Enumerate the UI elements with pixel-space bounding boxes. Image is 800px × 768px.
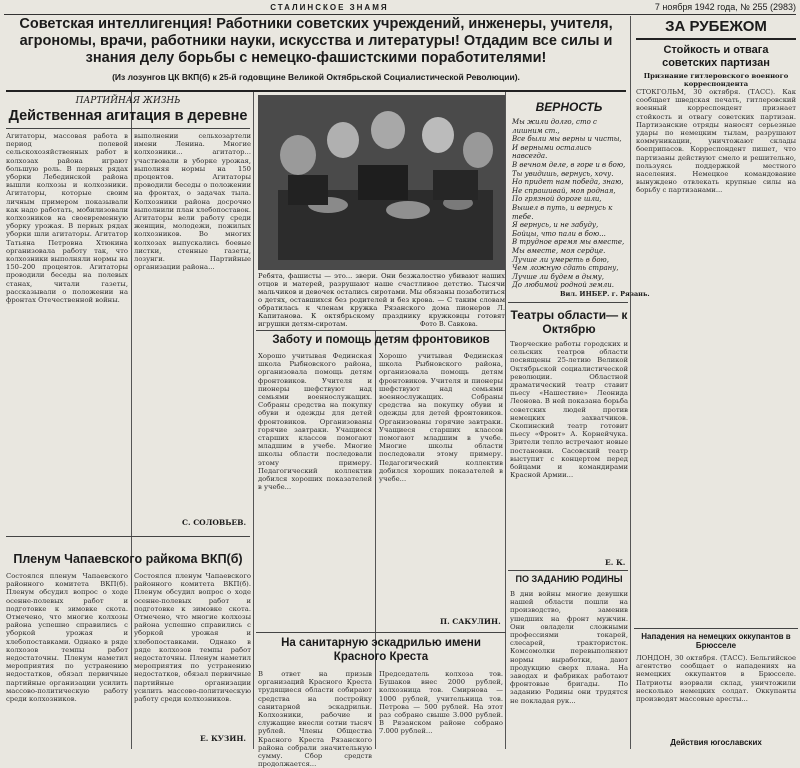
- column-rule: [630, 16, 631, 749]
- article-body: Состоялся пленум Чапаевского районного комитета ВКП(б). Пленум обсудил вопрос о ходе осенне-полевых работ и подготовке к зимовке скота. Отмечено, что многие колхозы района успешно справились с уборкой урожая и хлебопоставками. Однако в ряде колхозов темпы работ недостаточны. Пленум наметил мероприятия по устранению недостатков, обязал первичные партийные организации усилить массово-политическую работу среди колхозников.: [134, 572, 251, 704]
- photo-image: [258, 95, 505, 270]
- poem-line: До любимой родной земли.: [512, 281, 614, 290]
- article-signature: П. САКУЛИН.: [440, 617, 501, 626]
- section-rubric: ПАРТИЙНАЯ ЖИЗНЬ: [75, 96, 181, 106]
- column-rule: [131, 92, 132, 749]
- poem-line: Не спрашивай, моя родная,: [512, 186, 616, 195]
- poem-line: В трудное время мы вместе,: [512, 238, 625, 247]
- poem-line: В вечном деле, в горе и в бою,: [512, 160, 626, 169]
- article-headline: Стойкость и отвага советских партизан: [662, 44, 770, 69]
- poem-line: Лучше ли умереть в бою,: [512, 255, 609, 264]
- poem-title: ВЕРНОСТЬ: [535, 100, 603, 114]
- divider: [508, 302, 628, 303]
- article-headline: Заботу и помощь детям фронтовиков: [272, 334, 490, 346]
- article-body: выполнении сельхозартели имени Ленина. Многие колхозники... агитатор... участвовали в уборке урожая, выполняя нормы на 150 процентов. Агитаторы проводили беседы о положении на фронтах, о задачах тыла. Колхозники района досрочно выполнили план хлебопоставок. Агитаторы вели работу среди женщин, молодежи, пожилых колхозников. Во многих колхозах выпускались боевые листки, стенные газеты, лозунги. Партийные организации района...: [134, 132, 251, 272]
- poem-line: Все были мы верны и чисты,: [512, 135, 622, 144]
- article-body: Творческие работы городских и сельских театров области посвящены 25-летию Великой Октябрьской социалистической революции. Областной драматический театр ставит пьесу «Нашествие» Леонида Леонова. В ней показана борьба советских людей против немецких захватчиков. Скопинский театр готовит пьесу «Фронт» А. Корнейчука. Зрители тепло встречают новые постановки. Сасовский театр выступит с концертом перед бойцами и командирами Красной Армии...: [510, 340, 628, 480]
- masthead-date: 7 ноября 1942 года, № 255 (2983): [654, 2, 796, 12]
- divider: [6, 536, 250, 537]
- news-photo: [258, 95, 505, 270]
- poem-line: Лучше ли будем в дыму,: [512, 272, 604, 281]
- article-headline: Театры области— к Октябрю: [510, 308, 628, 336]
- poem-line: Мы вместе, моя сердце.: [512, 246, 606, 255]
- article-signature: Е. К.: [605, 558, 626, 567]
- article-headline: Действенная агитация в деревне: [8, 108, 248, 124]
- poem-line: И верными остались навсегда.: [512, 143, 592, 161]
- poem-line: Но придет нам победа, знаю,: [512, 178, 624, 187]
- poem-line: По грязной дороге шли,: [512, 195, 602, 204]
- divider: [6, 128, 250, 129]
- slogan-source: (Из лозунгов ЦК ВКП(б) к 25-й годовщине Великой Октябрьской Социалистической Революции).: [112, 72, 520, 82]
- divider: [256, 330, 506, 331]
- poem-body: [512, 118, 628, 288]
- column-rule: [375, 330, 376, 749]
- article-signature: С. СОЛОВЬЕВ.: [182, 518, 247, 527]
- poem-line: Я вернусь, и не забуду,: [512, 221, 599, 230]
- article-body: В ответ на призыв организаций Красного Креста трудящиеся области собирают средства на постройку санитарной эскадрильи. Колхозники, рабочие и служащие внесли сотни тысяч рублей. Члены Общества Красного Креста Рязанского района собрали значительную сумму. Сбор средств продолжается...: [258, 670, 372, 768]
- article-body: Состоялся пленум Чапаевского районного комитета ВКП(б). Пленум обсудил вопрос о ходе осенне-полевых работ и подготовке к зимовке скота. Отмечено, что многие колхозы района успешно справились с уборкой урожая и хлебопоставками. Однако в ряде колхозов темпы работ недостаточны. Пленум наметил мероприятия по устранению недостатков, обязал первичные партийные организации усилить массово-политическую работу среди колхозников.: [6, 572, 128, 704]
- article-body: Агитаторы, массовая работа в период полевой сельскохозяйственных работ в колхозах района играют большую роль. В первых рядах уборки Лебединской района вышли колхозы и колхозники. Агитаторы, которые своим личным примером показывали как надо работать, мобилизовали колхозников на своевременную уборку урожая. В первых рядах уборки шли агитаторы. Агитатор Татьяна Петровна Хтюкина организовала работу так, что колхозники выполняли нормы на 150–200 процентов. Агитаторы проводили беседы на полевых станах, читали газеты, рассказывали о положении на фронтах Отечественной войны.: [6, 132, 128, 305]
- article-body: Председатель колхоза тов. Бушаков внес 2000 рублей, колхозница тов. Смирнова — 1000 рублей, учительница тов. Петрова — 500 рублей. На этот раз собрано свыше 3.000 рублей. В Рязанском районе собрано 7.000 рублей...: [379, 670, 503, 736]
- slogan-text: Советская интеллигенция! Работники советских учреждений, инженеры, учителя, агрономы, врачи, работники науки, искусства и литературы! Отдадим все силы и знания делу борьбы с немецко-фашистскими поработителями!: [19, 16, 613, 66]
- poem-line: Мы жили долго, сто с лишним ст.,: [512, 118, 597, 135]
- article-body: В дни войны многие девушки нашей области пошли на производство, заменив ушедших на фронт мужчин. Они овладели сложными профессиями токарей, слесарей, трактористок. Комсомолки перевыполняют нормы выработки, дают продукцию сверх плана. На заводах и фабриках работают фронтовые бригады. По заданию Родины они трудятся не покладая рук...: [510, 590, 628, 705]
- article-body: Хорошо учитывая Фединская школа Рыбновского района, организовала помощь детям фронтовиков. Учителя и пионеры шефствуют над семьями военнослужащих. Собраны средства на покупку обуви и одежды для детей фронтовиков. Организованы горячие завтраки. Учащиеся старших классов помогают младшим в учебе. Многие школы области последовали этому примеру. Педагогический коллектив добился хороших показателей в учебе...: [379, 352, 503, 484]
- article-body: ЛОНДОН, 30 октября. (ТАСС). Бельгийское агентство сообщает о нападениях на немецких оккупантов в Брюсселе. Патриоты взорвали склад, уничтожили несколько немецких солдат. Оккупанты производят массовые аресты...: [636, 654, 796, 704]
- masthead: [4, 0, 796, 15]
- photo-credit: Фото В. Савкова.: [420, 320, 478, 328]
- article-signature: Е. КУЗИН.: [200, 734, 247, 743]
- poem-author: Вил. ИНБЕР. г. Рязань.: [560, 290, 650, 298]
- article-body: СТОКГОЛЬМ, 30 октября. (ТАСС). Как сообщает шведская печать, гитлеровский военный корреспондент признает стойкость и отвагу советских партизан. Партизанские отряды наносят серьезные удары по немецким тылам, разрушают коммуникации, уничтожают склады боеприпасов. Корреспондент пишет, что партизаны действуют смело и решительно, пользуясь поддержкой местного населения. Немецкое командование вынуждено отвлекать крупные силы на борьбу с партизанами...: [636, 88, 796, 195]
- article-headline: ПО ЗАДАНИЮ РОДИНЫ: [515, 574, 623, 584]
- divider: [634, 628, 798, 629]
- poem-line: Бойцы, что пали в бою...: [512, 229, 606, 238]
- article-body: Хорошо учитывая Фединская школа Рыбновского района, организовала помощь детям фронтовиков. Учителя и пионеры шефствуют над семьями военнослужащих. Собраны средства на покупку обуви и одежды для детей фронтовиков. Организованы горячие завтраки. Учащиеся старших классов помогают младшим в учебе. Многие школы области последовали этому примеру. Педагогический коллектив добился хороших показателей в учебе...: [258, 352, 372, 492]
- article-headline: Пленум Чапаевского райкома ВКП(б): [13, 552, 243, 566]
- article-headline: Действия югославских: [670, 738, 762, 747]
- article-subheadline: Признание гитлеровского военного корреспондента: [643, 72, 789, 88]
- divider: [508, 570, 628, 571]
- article-headline: На санитарную эскадрилью имени Красного Креста: [281, 637, 481, 663]
- masthead-title: СТАЛИНСКОЕ ЗНАМЯ: [270, 2, 389, 12]
- abroad-section-title: ЗА РУБЕЖОМ: [636, 16, 796, 40]
- poem-line: Вышел в путь, и вернусь к тебе.: [512, 203, 613, 221]
- poem-line: Ты увидишь, вернусь, хочу.: [512, 169, 614, 178]
- column-rule: [253, 92, 254, 749]
- front-slogan: [6, 16, 626, 92]
- divider: [256, 632, 506, 633]
- poem-line: Чем ложную сдать страну,: [512, 264, 619, 273]
- article-headline: Нападения на немецких оккупантов в Брюсселе: [641, 632, 791, 650]
- photo-caption: Ребята, фашисты — это... звери. Они безжалостно убивают наших отцов и матерей, разрушают наше счастливое детство. Тысячи мальчиков и девочек остались сиротами. Мы обязаны позаботиться о детях, оставшихся без родителей и без крова. — С таким словам обратилась к членам кружка Рязанского дома пионеров Л. Капитанова. К октябрьскому празднику кружковцы готовят игрушки детям-сиротам.: [258, 272, 505, 328]
